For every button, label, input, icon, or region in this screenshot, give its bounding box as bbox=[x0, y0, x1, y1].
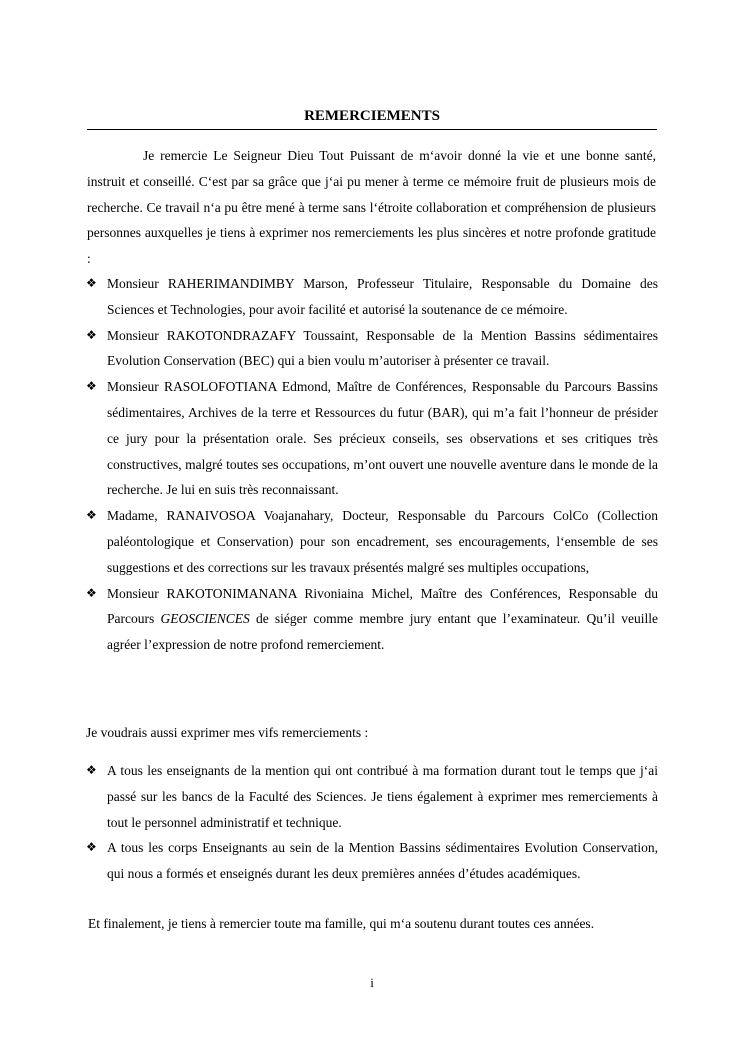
diamond-bullet-icon: ❖ bbox=[86, 508, 97, 523]
diamond-bullet-icon: ❖ bbox=[86, 327, 97, 342]
list-item-text: A tous les enseignants de la mention qui ont contribué à ma formation durant tout le temps que j‘ai passé sur les bancs de la Faculté des Sciences. Je tiens également à exprimer mes remerciements à tout le personnel administratif et technique. bbox=[107, 763, 658, 830]
diamond-bullet-icon: ❖ bbox=[86, 840, 97, 855]
additional-thanks-list bbox=[86, 758, 658, 887]
secondary-intro: Je voudrais aussi exprimer mes vifs remerciements : bbox=[86, 725, 369, 740]
list-item bbox=[86, 835, 658, 887]
list-item-text: Monsieur RASOLOFOTIANA Edmond, Maître de Conférences, Responsable du Parcours Bassins sédimentaires, Archives de la terre et Ressources du futur (BAR), qui m’a fait l’honneur de présider ce jury pour la présentation orale. Ses précieux conseils, ses observations et ses critiques très constructives, malgré toutes ses occupations, m’ont ouvert une nouvelle aventure dans le monde de la recherche. Je lui en suis très reconnaissant. bbox=[107, 379, 658, 498]
list-item-text bbox=[107, 581, 658, 658]
acknowledgement-list bbox=[86, 271, 658, 658]
list-item bbox=[86, 323, 658, 375]
list-item bbox=[86, 503, 658, 580]
list-item bbox=[86, 374, 658, 503]
list-item-text: A tous les corps Enseignants au sein de la Mention Bassins sédimentaires Evolution Conservation, qui nous a formés et enseignés durant les deux premières années d’études académiques. bbox=[107, 840, 658, 882]
list-item bbox=[86, 581, 658, 658]
list-item bbox=[86, 758, 658, 835]
page-title: REMERCIEMENTS bbox=[304, 108, 440, 124]
diamond-bullet-icon: ❖ bbox=[86, 276, 97, 290]
diamond-bullet-icon: ❖ bbox=[86, 763, 97, 777]
closing-paragraph: Et finalement, je tiens à remercier toute ma famille, qui m‘a soutenu durant toutes ces années. bbox=[88, 916, 595, 931]
page-number: i bbox=[370, 975, 374, 990]
diamond-bullet-icon: ❖ bbox=[86, 379, 97, 394]
list-item-text: Monsieur RAHERIMANDIMBY Marson, Professeur Titulaire, Responsable du Domaine des Sciences et Technologies, pour avoir facilité et autorisé la soutenance de ce mémoire. bbox=[107, 276, 658, 317]
list-item-text: Monsieur RAKOTONDRAZAFY Toussaint, Responsable de la Mention Bassins sédimentaires Evolution Conservation (BEC) qui a bien voulu m’autoriser à présenter ce travail. bbox=[107, 327, 658, 369]
list-item bbox=[86, 271, 658, 323]
diamond-bullet-icon: ❖ bbox=[86, 585, 97, 600]
text-segment: de siéger comme membre jury entant que l’examinateur. Qu’il veuille agréer l’expression de notre profond remerciement. bbox=[107, 611, 658, 653]
italic-term: GEOSCIENCES bbox=[160, 611, 250, 627]
intro-paragraph: Je remercie Le Seigneur Dieu Tout Puissant de m‘avoir donné la vie et une bonne santé, instruit et conseillé. C‘est par sa grâce que j‘ai pu mener à terme ce mémoire fruit de plusieurs mois de recherche. Ce travail n‘a pu être mené à terme sans l‘étroite collaboration et compréhension de plusieurs personnes auxquelles je tiens à exprimer nos remerciements les plus sincères et notre profonde gratitude : bbox=[87, 148, 656, 267]
title-underline bbox=[87, 129, 657, 130]
text-segment: Monsieur RAKOTONIMANANA Rivoniaina Michel, Maître des Conférences, Responsable du Parcours bbox=[107, 585, 658, 627]
list-item-text: Madame, RANAIVOSOA Voajanahary, Docteur, Responsable du Parcours ColCo (Collection paléontologique et Conservation) pour son encadrement, ses encouragements, l‘ensemble de ses suggestions et des corrections sur les travaux présentés malgré ses multiples occupations, bbox=[107, 508, 658, 575]
